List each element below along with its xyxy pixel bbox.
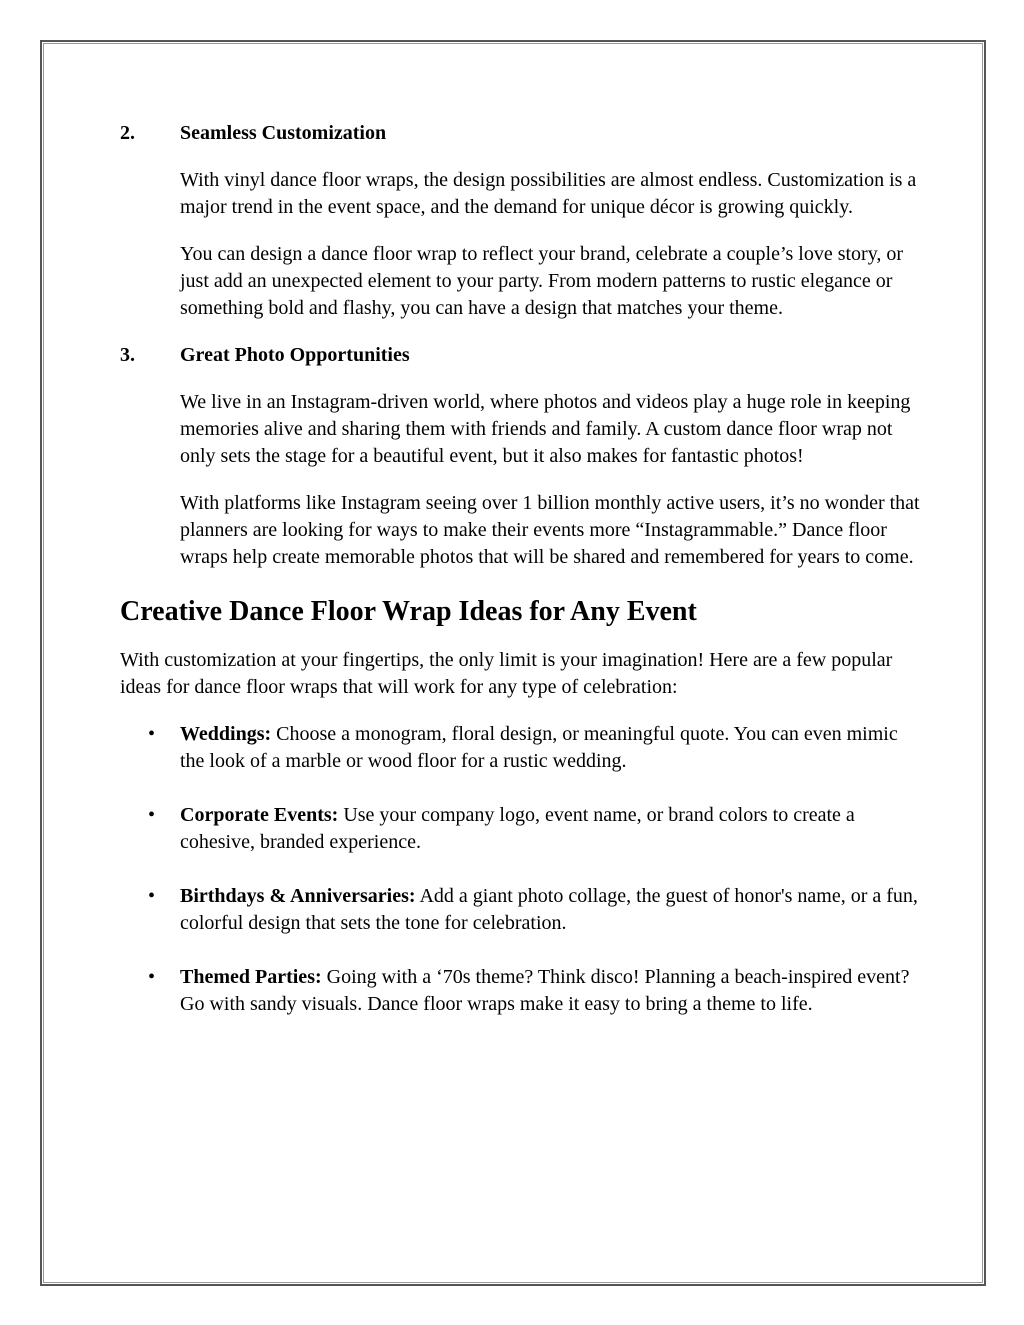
bullet-icon: • [148,804,156,826]
item-label: Birthdays & Anniversaries: [180,885,416,907]
ideas-intro: With customization at your fingertips, the only limit is your imagination! Here are a few popular ideas for dance floor wraps that will work for any type of celebration: [120,649,893,698]
page-content [120,120,920,1018]
bullet-icon: • [148,966,156,988]
bullet-icon: • [148,885,156,907]
item-label: Themed Parties: [180,966,322,988]
section-title: Seamless Customization [180,122,387,144]
bullet-icon: • [148,723,156,745]
list-item [120,721,920,775]
paragraph: You can design a dance floor wrap to reflect your brand, celebrate a couple’s love story, or just add an unexpected element to your party. From modern patterns to rustic elegance or something bold and flashy, you can have a design that matches your theme. [180,243,904,319]
item-text: Use your company logo, event name, or brand colors to create a cohesive, branded experience. [180,804,855,853]
item-text: Add a giant photo collage, the guest of honor's name, or a fun, colorful design that sets the tone for celebration. [180,885,918,934]
ideas-list [120,721,920,1018]
item-text: Choose a monogram, floral design, or meaningful quote. You can even mimic the look of a marble or wood floor for a rustic wedding. [180,723,898,772]
section-heading-photo [120,342,920,369]
list-item [120,883,920,937]
ideas-heading: Creative Dance Floor Wrap Ideas for Any Event [120,596,697,627]
paragraph: With vinyl dance floor wraps, the design possibilities are almost endless. Customization is a major trend in the event space, and the demand for unique décor is growing quickly. [180,169,917,218]
paragraph: We live in an Instagram-driven world, where photos and videos play a huge role in keeping memories alive and sharing them with friends and family. A custom dance floor wrap not only sets the stage for a beautiful event, but it also makes for fantastic photos! [180,391,911,467]
item-label: Weddings: [180,723,272,745]
list-item [120,802,920,856]
section-heading-customization [120,120,920,147]
paragraph: With platforms like Instagram seeing over 1 billion monthly active users, it’s no wonder that planners are looking for ways to make their events more “Instagrammable.” Dance floor wraps help create memorable photos that will be shared and remembered for years to come. [180,492,920,568]
section-title: Great Photo Opportunities [180,344,410,366]
section-number: 3. [120,344,135,366]
section-number: 2. [120,122,135,144]
item-label: Corporate Events: [180,804,339,826]
item-text: Going with a ‘70s theme? Think disco! Planning a beach-inspired event? Go with sandy visuals. Dance floor wraps make it easy to bring a theme to life. [180,966,910,1015]
list-item [120,964,920,1018]
